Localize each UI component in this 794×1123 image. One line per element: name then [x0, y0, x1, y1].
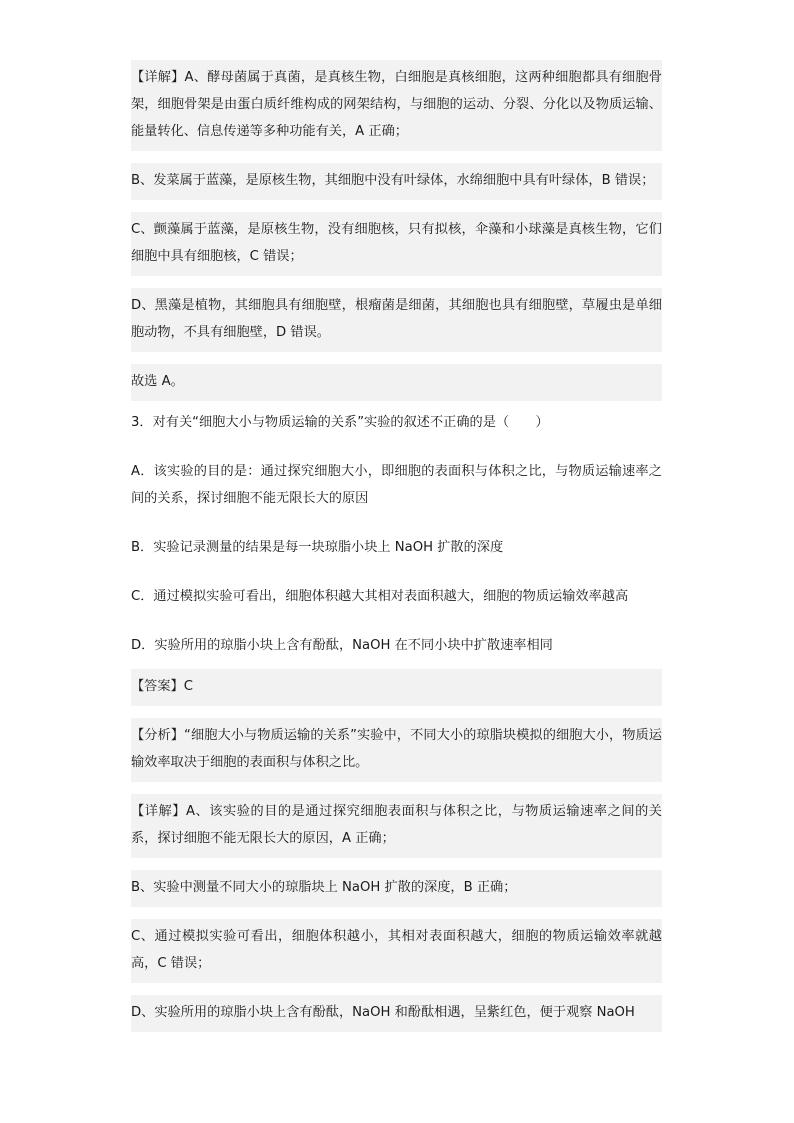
question-stem: 3．对有关“细胞大小与物质运输的关系”实验的叙述不正确的是（ ） [131, 415, 549, 430]
answer-line: 【答案】C [131, 669, 662, 706]
choice-conclusion: 故选 A。 [131, 364, 662, 401]
analysis-paragraph: 【分析】“细胞大小与物质运输的关系”实验中，不同大小的琼脂块模拟的细胞大小，物质运输效率取决于细胞的表面积与体积之比。 [131, 718, 662, 782]
document-page [131, 60, 662, 1032]
explanation-paragraph-a: 【详解】A、酵母菌属于真菌，是真核生物，白细胞是真核细胞，这两种细胞都具有细胞骨架，细胞骨架是由蛋白质纤维构成的网架结构，与细胞的运动、分裂、分化以及物质运输、能量转化、信息传递等多种功能有关，A 正确； [131, 60, 662, 151]
explanation-paragraph-b: B、发菜属于蓝藻，是原核生物，其细胞中没有叶绿体，水绵细胞中具有叶绿体，B 错误； [131, 163, 662, 200]
question-option-b: B．实验记录测量的结果是每一块琼脂小块上 NaOH 扩散的深度 [131, 540, 504, 555]
question-option-d: D．实验所用的琼脂小块上含有酚酞，NaOH 在不同小块中扩散速率相同 [131, 638, 553, 653]
question-option-c: C．通过模拟实验可看出，细胞体积越大其相对表面积越大，细胞的物质运输效率越高 [131, 589, 629, 604]
detail-paragraph-b: B、实验中测量不同大小的琼脂块上 NaOH 扩散的深度，B 正确； [131, 870, 662, 907]
detail-paragraph-c: C、通过模拟实验可看出，细胞体积越小，其相对表面积越大，细胞的物质运输效率就越高，C 错误； [131, 919, 662, 983]
question-option-a: A．该实验的目的是：通过探究细胞大小，即细胞的表面积与体积之比，与物质运输速率之间的关系，探讨细胞不能无限长大的原因 [131, 464, 662, 506]
detail-paragraph-d: D、实验所用的琼脂小块上含有酚酞，NaOH 和酚酞相遇，呈紫红色，便于观察 NaOH [131, 995, 662, 1032]
detail-paragraph-a: 【详解】A、该实验的目的是通过探究细胞表面积与体积之比，与物质运输速率之间的关系，探讨细胞不能无限长大的原因，A 正确； [131, 794, 662, 858]
explanation-paragraph-d: D、黑藻是植物，其细胞具有细胞壁，根瘤菌是细菌，其细胞也具有细胞壁，草履虫是单细胞动物，不具有细胞壁，D 错误。 [131, 288, 662, 352]
explanation-paragraph-c: C、颤藻属于蓝藻，是原核生物，没有细胞核，只有拟核，伞藻和小球藻是真核生物，它们细胞中具有细胞核，C 错误； [131, 212, 662, 276]
